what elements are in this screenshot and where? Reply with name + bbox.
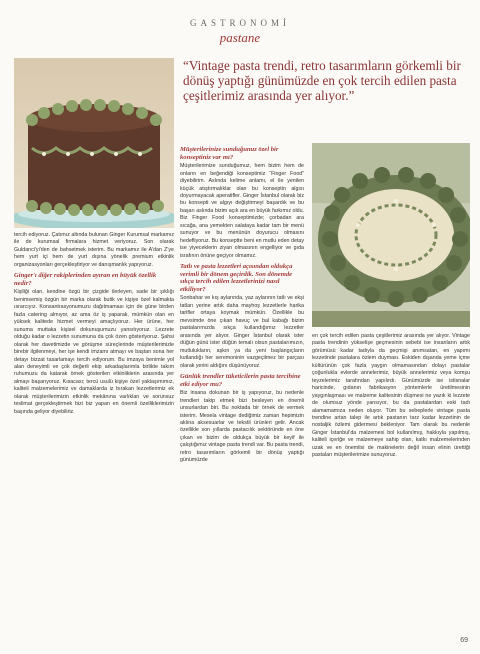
green-cake-illustration (312, 143, 470, 327)
paragraph: Kişiliği olan, kendine özgü bir çizgide ilerleyen, sade bir şıklığı benimsemiş özgün bir marka olarak butik ve kişiye özel kalmakta ısrarcıyız. Konsantrasyonumuzu dağıtmaması için de güne birden fazla catering almıyor, az ama öz iş yaparak, mümkün olan en yüksek kalitede hizmet vermeyi amaçlıyoruz. Her ürüne, her sunuma muttaka kişisel dokunuşumuzu yansıtıyoruz. Lezzete olduğu kadar o lezzetin sunumuna da çok özen gösteriyoruz. Şahsi olarak her davetimizde ve görüşme süreçlerinde müşterilerimizle birebir ilgilenmeyi, her işe kendi imzamı atmayı ve baştan sona her detayı bizzat tasarlamayı tercih ediyorum. Bu imzaya benimle yol alan deneyimli ve çok değerli ekip arkadaşlarımla birlikte takım ruhumuzu da katarak örnek gösterilen etkinliklerin arasında yer almayı başarıyoruz. Kısacası; tercü usulü kişiye özel yaklaşımımız, kaliteli malzemelerimiz ve damaklarda iz bırakan lezzetlerimiz ek olarak müşterilerimizin etkinlik mekânına varlıkları ve sorunsuz teslimat gerçekleştirmek bizi biz yapan en önemli özelliklerimizin başında geliyor diyebiliriz. (14, 289, 174, 415)
paragraph: Sonbahar ve kış aylarında, yaz aylarının tatlı ve ekşi tatları yerine artık daha mayhoş lezzetlerle harika tarifler ortaya koymak mümkün. Özellikle bu mevsimde öne çıkan havuç ve bal kabağı bizim pastalarımızda sıkça kullandığımız lezzetler arasında yer alıyor. Ginger İstanbul olarak ister düğün günü ister düğün temalı olsun pastalarımızın, mutlulukların, aşkın ya da yeni başlangıçların kutlandığı her seremoninin vazgeçilmez bir parçası olarak yerini aldığını düşünüyoruz. (180, 295, 304, 369)
column-3 (312, 333, 470, 460)
question-heading: Müşterilerinize sunduğunuz özel bir konseptiniz var mı? (180, 146, 279, 161)
paragraph: Biz insana dokunan bir iş yapıyoruz, bu nedenle trendleri takip etmek bizi besleyen en önemli unsurlardan biri. Bu noktada bir örnek de vermek isterim. Mesela vintage dediğimiz zaman hepimizin aklına aksesuarlar ve tekstil ürünleri gelir. Ancak özellikle son yıllarda pastacılık sektöründe en öne çıkan ve bizim de oldukça büyük bir keyif ile çalıştığımız vintage pasta trendi var. Bu pasta trendi, retro tasarımların görkemli bir dönüş yaptığı günümüzde (180, 390, 304, 464)
paragraph: tercih ediyoruz. Çatımız altında bulunan Ginger Kurumsal markamız ile de kurumsal firmalara hizmet veriyoruz. Son olarak Guldanci'yi'den de bahsetmek isterim. Bu markamız ile A'dan Z'ye hem yurt içi hem de yurt dışına yönelik premium etkinlik organizasyonları gerçekleştiriyor ve danışmanlık yapıyoruz. (14, 232, 174, 268)
cake-photo-chocolate (14, 58, 174, 228)
question-heading: Günlük trendler tüketicilerin pasta tercihine etki ediyor mu? (180, 372, 301, 388)
section-subtitle: pastane (219, 30, 261, 45)
paragraph: Müşterilerimize sunduğumuz, hem bizim hem de onların en beğendiği konseptimiz “Finger Food” diyebilirim. Aslında kelime anlamı, el ile yenilen küçük atıştırmalıklar olan bu konseptin algısı doyurmayacak aperatifler. Ginger İstanbul olarak biz bu konsepti ve algıyı değiştirmeyi başardık ve bu başarı aslında bizim açık ara en büyük farkımız oldu. Biz Finger Food konseptimizde; çorbadan ara sıcağa, ana yemekten salataya kadar tam bir menü sunuyor ve bu menünün doyurucu olmasını hedefliyoruz. Bu konseptte beni en mutlu eden detay ise yiyeceklerin ziyan olmasının engelliyor ve gıda israfının önüne geçiyor olmamız. (180, 163, 304, 259)
column-2 (180, 143, 304, 465)
cake-photo-green (312, 143, 470, 327)
pull-quote: “Vintage pasta trendi, retro tasarımların görkemli bir dönüş yaptığı günümüzde en çok tercih edilen pasta çeşitlerimiz arasında yer alıyor.” (183, 58, 461, 103)
chocolate-cake-illustration (14, 58, 174, 228)
column-1 (14, 232, 174, 416)
question-heading: Ginger'ı diğer rakiplerinden ayıran en büyük özellik nedir? (14, 272, 157, 287)
question-heading: Tatlı ve pasta lezzetleri açısından oldukça verimli bir dönem geçirdik. Son dönemde sıkça tercih edilen lezzetlerinizi nasıl etkiliyor? (180, 263, 293, 293)
paragraph: en çok tercih edilen pasta çeşitlerimiz arasında yer alıyor. Vintage pasta trendinin yükselişe geçmesinin sebebi ise insanların artık görümüsü kadar tadıyla da geçmişi anımsatan, en yapımı lezzetinde pastalara özlem duyması. Eskiden dışanda yeme içme kültürünün çok fazla yaygın olmamasından dolayı pastalar çoğunlukla evlerde annelerimiz, büyük annelerimiz veya komşu teyzelerimiz tarafından yapılırdı. Günümüzde ise istisnalar haricinde, gıdanın fabrikasyon yöntemlerle üretilmesinin yaygınlaşması ve malzeme kalitesinin düşmesi ne yazık ki lezzete de olumsuz yönde yansıyor, bu da pastalardan eski tadı alamamamıza neden oluyor. Tüm bu sebeplerle vintage pasta trendine artan talep ile artık pastanın tarz kadar lezzetinin de nostaljik özlemi gidermesi bekleniyor. Tam olarak bu nedenle Ginger İstanbul'da malzemesi bol kullanılmış, hakkıyla yapılmış, kaliteli içeriğe ve malzemeye sahip olan, katkı malzemelerinden uzak ve en önemlisi de makinelerin değil insan elinin ürettiği pastaları müşterilerimize sunuyoruz. (312, 333, 470, 459)
section-title: GASTRONOMİ (189, 18, 290, 28)
page-number: 69 (460, 637, 468, 644)
